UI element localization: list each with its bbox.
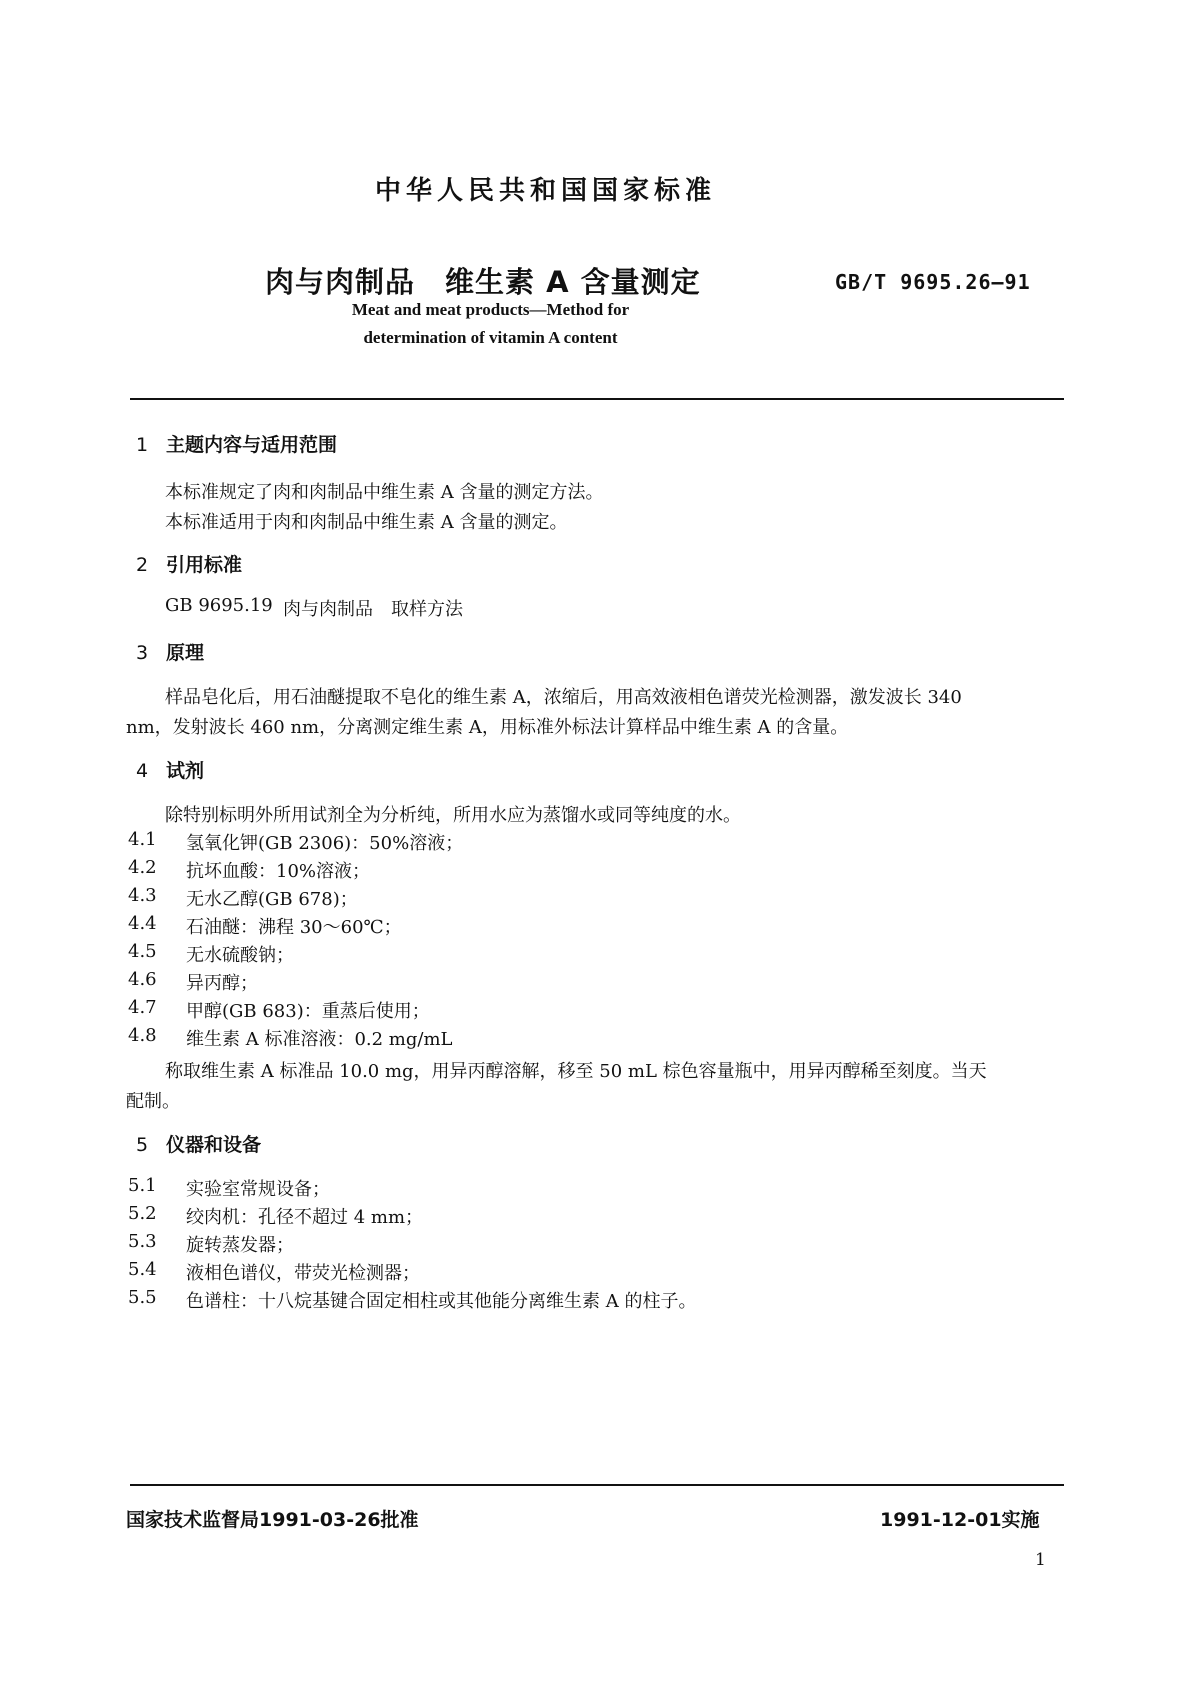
principle-line-2: nm，发射波长 460 nm，分离测定维生素 A，用标准外标法计算样品中维生素 A 的含量。 xyxy=(126,717,849,738)
english-title-line-2: determination of vitamin A content xyxy=(363,328,618,347)
effective-date: 1991-12-01实施 xyxy=(880,1509,1040,1531)
reagent-item-text: 无水硫酸钠； xyxy=(186,945,294,966)
equipment-item-number: 5.1 xyxy=(128,1175,157,1196)
standard-solution-note-line-2: 配制。 xyxy=(126,1091,180,1112)
reagent-item-text: 异丙醇； xyxy=(186,973,258,994)
equipment-item-number: 5.3 xyxy=(128,1231,157,1252)
equipment-item-number: 5.4 xyxy=(128,1259,157,1280)
equipment-item-text: 实验室常规设备； xyxy=(186,1179,330,1200)
reagent-item-number: 4.8 xyxy=(128,1025,157,1046)
equipment-item-text: 绞肉机：孔径不超过 4 mm； xyxy=(186,1207,424,1228)
equipment-item-text: 色谱柱：十八烷基键合固定相柱或其他能分离维生素 A 的柱子。 xyxy=(186,1291,697,1312)
section-1-paragraph-2: 本标准适用于肉和肉制品中维生素 A 含量的测定。 xyxy=(165,512,568,533)
standard-solution-note-line-1: 称取维生素 A 标准品 10.0 mg，用异丙醇溶解，移至 50 mL 棕色容量瓶中，用异丙醇稀至刻度。当天 xyxy=(165,1061,987,1082)
section-2-heading: 2 引用标准 xyxy=(136,554,243,576)
reagents-intro: 除特别标明外所用试剂全为分析纯，所用水应为蒸馏水或同等纯度的水。 xyxy=(165,805,741,826)
section-5-heading: 5 仪器和设备 xyxy=(136,1134,262,1156)
english-title-line-1: Meat and meat products—Method for xyxy=(351,300,630,319)
reagent-item-text: 石油醚：沸程 30～60℃； xyxy=(186,917,402,938)
footer-divider xyxy=(130,1484,1064,1486)
equipment-item-text: 液相色谱仪，带荧光检测器； xyxy=(186,1263,420,1284)
section-1-paragraph-1: 本标准规定了肉和肉制品中维生素 A 含量的测定方法。 xyxy=(165,482,604,503)
document-title: 肉与肉制品 维生素 A 含量测定 xyxy=(265,265,701,299)
approval-date: 国家技术监督局1991-03-26批准 xyxy=(126,1509,419,1531)
section-3-heading: 3 原理 xyxy=(136,642,205,664)
equipment-item-number: 5.2 xyxy=(128,1203,157,1224)
equipment-item-text: 旋转蒸发器； xyxy=(186,1235,294,1256)
reagent-item-text: 甲醇(GB 683)：重蒸后使用； xyxy=(186,1001,430,1022)
reference-title: 肉与肉制品 取样方法 xyxy=(283,599,463,620)
reagent-item-number: 4.6 xyxy=(128,969,157,990)
reagent-item-text: 氢氧化钾(GB 2306)：50%溶液； xyxy=(186,833,464,854)
reference-code: GB 9695.19 xyxy=(165,595,273,616)
reagent-item-number: 4.4 xyxy=(128,913,157,934)
equipment-item-number: 5.5 xyxy=(128,1287,157,1308)
reagent-item-number: 4.5 xyxy=(128,941,157,962)
issuer-title: 中华人民共和国国家标准 xyxy=(374,176,716,206)
section-4-heading: 4 试剂 xyxy=(136,760,205,782)
reagent-item-number: 4.2 xyxy=(128,857,157,878)
standard-number: GB/T 9695.26—91 xyxy=(835,270,1031,294)
reagent-item-number: 4.7 xyxy=(128,997,157,1018)
reagent-item-number: 4.3 xyxy=(128,885,157,906)
reagent-item-number: 4.1 xyxy=(128,829,157,850)
page-number: 1 xyxy=(1035,1550,1046,1570)
principle-line-1: 样品皂化后，用石油醚提取不皂化的维生素 A，浓缩后，用高效液相色谱荧光检测器，激发波长 340 xyxy=(165,687,962,708)
reagent-item-text: 无水乙醇(GB 678)； xyxy=(186,889,358,910)
reagent-item-text: 维生素 A 标准溶液：0.2 mg/mL xyxy=(186,1029,453,1050)
header-divider xyxy=(130,398,1064,400)
reagent-item-text: 抗坏血酸：10%溶液； xyxy=(186,861,371,882)
section-1-heading: 1 主题内容与适用范围 xyxy=(136,434,338,456)
